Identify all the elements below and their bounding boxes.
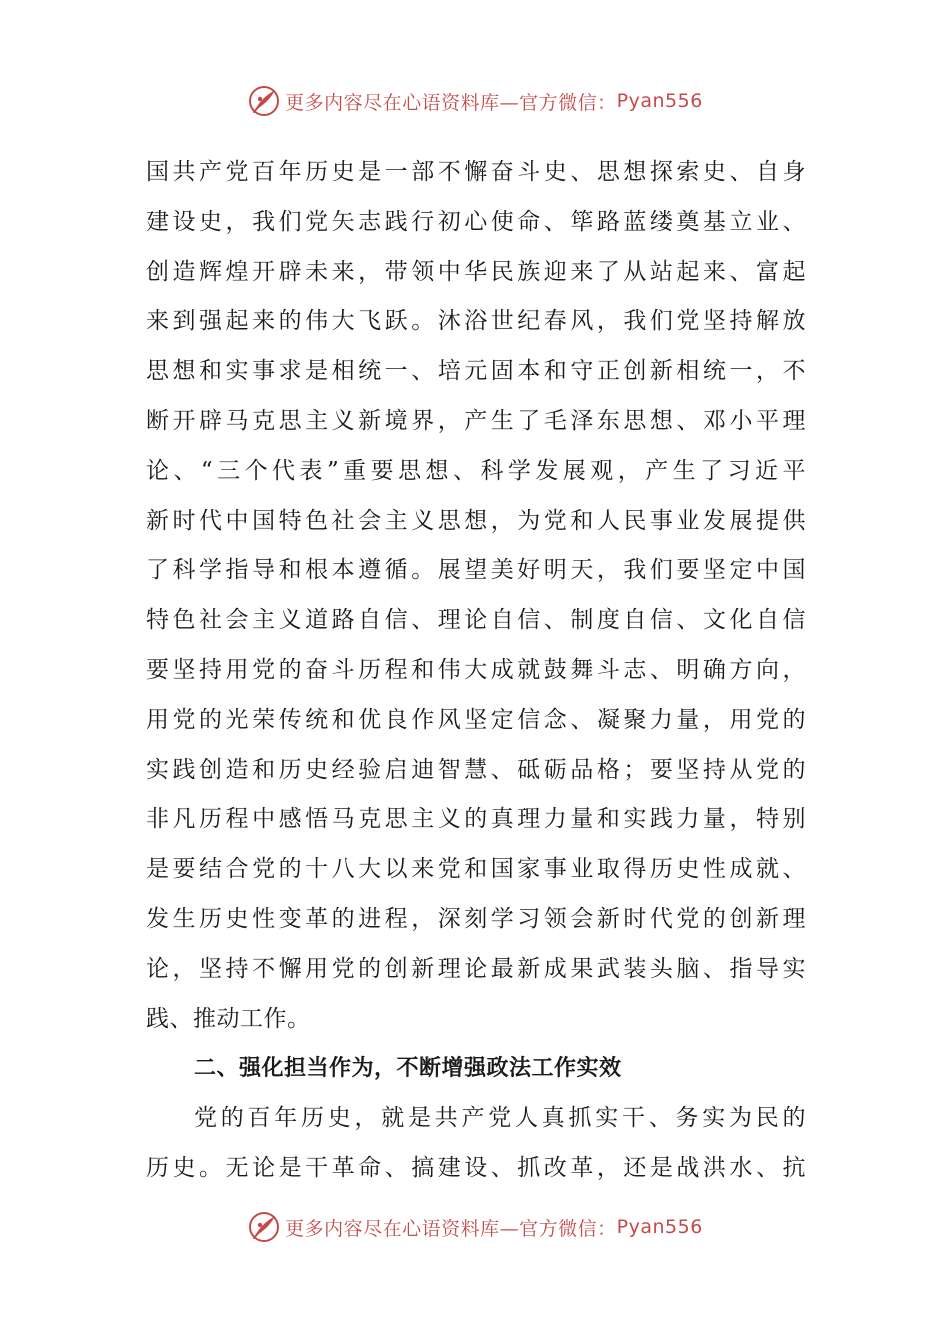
text-line: 思想和实事求是相统一、培元固本和守正创新相统一，不 [146, 358, 806, 385]
text-line: 非凡历程中感悟马克思主义的真理力量和实践力量，特别 [146, 806, 806, 833]
text-line: 党的百年历史，就是共产党人真抓实干、务实为民的 [194, 1105, 806, 1132]
watermark-handle: Pyan556 [616, 1216, 703, 1238]
text-line: 历史。无论是干革命、搞建设、抓改革，还是战洪水、抗 [146, 1154, 806, 1181]
text-line: 国共产党百年历史是一部不懈奋斗史、思想探索史、自身 [146, 159, 806, 185]
text-line: 建设史，我们党矢志践行初心使命、筚路蓝缕奠基立业、 [146, 208, 806, 235]
quill-logo-icon [247, 84, 281, 118]
watermark-footer [0, 1210, 950, 1244]
paragraph-2 [146, 1094, 806, 1194]
text-line: 特色社会主义道路自信、理论自信、制度自信、文化自信 [146, 607, 806, 634]
text-line: 实践创造和历史经验启迪智慧、砥砺品格；要坚持从党的 [146, 756, 806, 783]
text-line: 来到强起来的伟大飞跃。沐浴世纪春风，我们党坚持解放 [146, 308, 806, 335]
document-body [146, 148, 806, 1194]
section-heading-2: 二、强化担当作为，不断增强政法工作实效 [194, 1056, 622, 1082]
paragraph-1 [146, 148, 806, 1044]
text-line: 了科学指导和根本遵循。展望美好明天，我们要坚定中国 [146, 557, 806, 584]
watermark-text: 更多内容尽在心语资料库—官方微信： [285, 91, 617, 114]
watermark-header [0, 84, 950, 118]
watermark-handle: Pyan556 [616, 90, 703, 112]
text-line: 新时代中国特色社会主义思想，为党和人民事业发展提供 [146, 507, 806, 534]
text-line: 要坚持用党的奋斗历程和伟大成就鼓舞斗志、明确方向， [146, 656, 806, 683]
text-line: 断开辟马克思主义新境界，产生了毛泽东思想、邓小平理 [146, 407, 806, 434]
text-line: 用党的光荣传统和优良作风坚定信念、凝聚力量，用党的 [146, 706, 806, 733]
text-line: 践、推动工作。 [146, 1005, 311, 1032]
text-line: 论、“三个代表”重要思想、科学发展观，产生了习近平 [146, 457, 806, 484]
text-line: 是要结合党的十八大以来党和国家事业取得历史性成就、 [146, 856, 806, 883]
quill-logo-icon [247, 1210, 281, 1244]
text-line: 论，坚持不懈用党的创新理论最新成果武装头脑、指导实 [146, 955, 806, 982]
watermark-text: 更多内容尽在心语资料库—官方微信： [285, 1217, 617, 1240]
text-line: 发生历史性变革的进程，深刻学习领会新时代党的创新理 [146, 905, 806, 932]
text-line: 创造辉煌开辟未来，带领中华民族迎来了从站起来、富起 [146, 258, 806, 285]
